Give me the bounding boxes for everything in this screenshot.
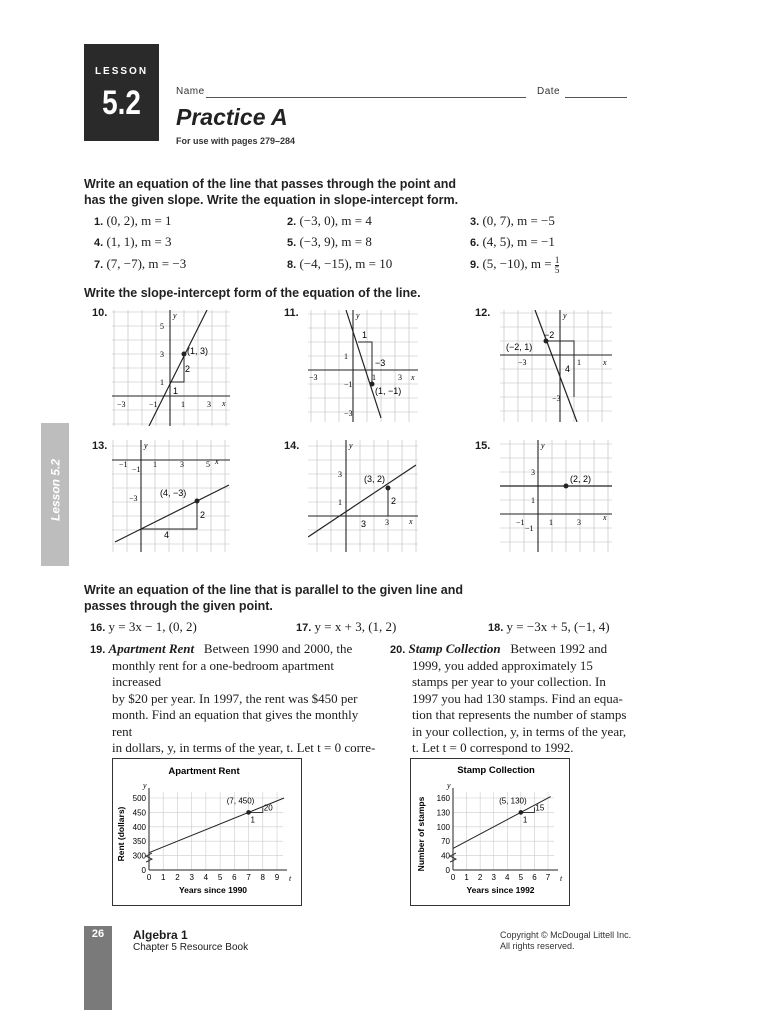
svg-text:y: y	[349, 441, 353, 450]
x-tick-label: 7	[246, 873, 251, 882]
x-tick-label: 9	[274, 873, 280, 882]
book-subtitle: Chapter 5 Resource Book	[133, 942, 249, 953]
chart-title: Apartment Rent	[168, 766, 240, 777]
grid	[308, 440, 418, 552]
graph-11	[308, 310, 418, 422]
rise-label: 2	[200, 510, 206, 520]
book-title: Algebra 1	[133, 928, 188, 942]
graph-number-10: 10.	[92, 307, 108, 319]
y-axis-label: Number of stamps	[416, 796, 426, 872]
problem-17: 17. y = x + 3, (1, 2)	[296, 619, 397, 634]
point-label: (5, 130)	[499, 796, 527, 806]
y-tick-label: 100	[436, 822, 450, 832]
graph-point	[182, 352, 187, 357]
x-tick-label: 3	[491, 873, 496, 882]
svg-text:1: 1	[344, 352, 348, 361]
svg-text:x: x	[411, 373, 415, 382]
svg-text:y: y	[144, 441, 148, 450]
svg-text:−3: −3	[518, 358, 527, 367]
svg-text:1: 1	[531, 496, 535, 505]
svg-text:1: 1	[372, 373, 376, 382]
y-tick-label: 500	[132, 794, 146, 803]
point-label: (7, 450)	[226, 796, 255, 806]
svg-text:y: y	[356, 311, 360, 320]
svg-text:1: 1	[549, 518, 553, 527]
x-tick-label: 4	[505, 873, 510, 882]
y-tick-label: 450	[132, 808, 146, 818]
svg-text:y: y	[541, 441, 545, 450]
x-axis-label: Years since 1992	[466, 885, 535, 895]
svg-text:−1: −1	[516, 518, 525, 527]
x-tick-label: 6	[532, 873, 537, 882]
graph-point	[564, 484, 569, 489]
graph-number-15: 15.	[475, 440, 491, 452]
problem-20: 20. Stamp Collection Between 1992 and 1999, you added approximately 15 stamps per year to your collection. In 1997 you had 130 stamps. Find an equa- tion that represents the number of stamps in your collection, y, in terms of the year, t. Let t = 0 correspond to 1992.	[390, 641, 627, 755]
svg-text:3: 3	[577, 518, 581, 527]
svg-text:x: x	[603, 513, 607, 522]
svg-text:5: 5	[160, 322, 164, 331]
svg-text:1: 1	[153, 460, 157, 469]
svg-text:−3: −3	[344, 409, 353, 418]
page-number: 26	[91, 928, 105, 940]
graph-number-12: 12.	[475, 307, 491, 319]
x-tick-label: 6	[232, 873, 237, 882]
problem-3: 3. (0, 7), m = −5	[470, 213, 555, 228]
graph-13	[112, 440, 230, 552]
apartment-rent-chart	[112, 758, 302, 906]
svg-text:1: 1	[577, 358, 581, 367]
grid	[500, 440, 612, 552]
rise-label: 4	[565, 364, 571, 374]
graph-12	[500, 310, 612, 422]
rise-label: 20	[263, 803, 273, 813]
x-tick-label: 1	[160, 873, 166, 882]
svg-text:5: 5	[206, 460, 210, 469]
chart-frame	[411, 759, 570, 906]
lesson-number: 5.2	[102, 84, 141, 122]
rise-label: 15	[535, 803, 545, 813]
x-tick-label: 5	[217, 873, 223, 882]
point-label: (1, −1)	[375, 386, 402, 396]
y-tick-label: 160	[436, 794, 450, 803]
svg-text:3: 3	[207, 400, 211, 409]
slope-triangle	[358, 342, 372, 384]
problem-8: 8. (−4, −15), m = 10	[287, 256, 393, 271]
data-point	[246, 810, 251, 815]
x-tick-label: 2	[175, 873, 180, 882]
section2-instruction: Write the slope-intercept form of the equation of the line.	[84, 286, 421, 300]
y-axis-letter: y	[447, 781, 451, 790]
rise-label: 2	[185, 364, 191, 374]
run-label: 1	[250, 815, 256, 825]
y-tick-label: 0	[445, 866, 450, 875]
problem-19: 19. Apartment Rent Between 1990 and 2000, the monthly rent for a one-bedroom apartment increased by $20 per year. In 1997, the rent was $450 per month. Find an equation that gives the monthly rent in dollars, y, in terms of the year, t. Let t = 0 corre-	[90, 641, 376, 755]
date-label: Date	[537, 86, 561, 97]
graph-point	[195, 499, 200, 504]
y-tick-label: 40	[441, 851, 450, 861]
x-tick-label: 7	[545, 873, 551, 882]
problem-16: 16. y = 3x − 1, (0, 2)	[90, 619, 197, 634]
run-label: 1	[522, 815, 528, 825]
svg-text:3: 3	[338, 470, 342, 479]
run-label: 1	[173, 386, 179, 396]
run-label: 3	[361, 519, 367, 529]
page-subtitle: For use with pages 279–284	[176, 136, 296, 146]
y-axis-letter: y	[143, 781, 147, 790]
svg-text:−1: −1	[525, 524, 534, 533]
section3-instruction: Write an equation of the line that is parallel to the given line and passes through the given point.	[84, 583, 463, 613]
chart-title: Stamp Collection	[457, 765, 535, 776]
y-tick-label: 0	[141, 866, 146, 875]
svg-text:3: 3	[160, 350, 164, 359]
graph-15	[500, 440, 612, 552]
stamp-collection-chart	[410, 758, 570, 906]
svg-text:1: 1	[338, 498, 342, 507]
y-tick-label: 70	[441, 837, 450, 847]
svg-text:−3: −3	[117, 400, 126, 409]
lesson-word: LESSON	[94, 66, 149, 77]
graph-number-13: 13.	[92, 440, 108, 452]
svg-text:3: 3	[180, 460, 184, 469]
svg-text:3: 3	[398, 373, 402, 382]
point-label: (3, 2)	[364, 474, 386, 484]
y-tick-label: 130	[436, 808, 450, 818]
name-label: Name	[176, 86, 205, 97]
x-axis-label: Years since 1990	[178, 885, 248, 895]
side-tab	[41, 423, 69, 566]
graph-point	[386, 486, 391, 491]
x-tick-label: 8	[260, 873, 266, 882]
graph-10	[112, 310, 230, 426]
x-tick-label: 1	[464, 873, 469, 882]
problem-6: 6. (4, 5), m = −1	[470, 234, 555, 249]
svg-text:x: x	[222, 399, 226, 408]
point-label: (1, 3)	[187, 346, 209, 356]
svg-text:−1: −1	[344, 380, 353, 389]
data-point	[519, 810, 524, 815]
point-label: (2, 2)	[570, 474, 592, 484]
svg-text:x: x	[603, 358, 607, 367]
rise-label: 2	[391, 496, 397, 506]
svg-text:−1: −1	[149, 400, 158, 409]
run-label: 1	[362, 330, 368, 340]
svg-text:−3: −3	[129, 494, 138, 503]
graph-number-11: 11.	[284, 307, 299, 319]
y-axis-label: Rent (dollars)	[116, 806, 126, 862]
graph-point	[370, 382, 375, 387]
x-axis-letter: t	[560, 874, 563, 883]
side-tab-label: Lesson 5.2	[48, 458, 63, 522]
svg-text:−3: −3	[309, 373, 318, 382]
x-tick-label: 2	[477, 873, 483, 882]
run-label: −2	[544, 330, 555, 340]
problem-9: 9. (5, −10), m = $\frac{1}{5}$	[470, 254, 560, 275]
date-line	[565, 97, 627, 98]
x-tick-label: 4	[203, 873, 209, 882]
x-axis-letter: t	[289, 874, 292, 883]
problem-5: 5. (−3, 9), m = 8	[287, 234, 372, 249]
chart-frame	[113, 759, 302, 906]
grid	[308, 310, 418, 422]
problem-18: 18. y = −3x + 5, (−1, 4)	[488, 619, 610, 634]
svg-text:1: 1	[160, 378, 164, 387]
svg-text:y: y	[173, 311, 177, 320]
svg-text:−3: −3	[552, 394, 561, 403]
x-tick-label: 3	[189, 873, 194, 882]
svg-text:3: 3	[385, 518, 389, 527]
y-tick-label: 400	[132, 822, 146, 832]
point-label: (4, −3)	[160, 488, 187, 498]
graph-number-14: 14.	[284, 440, 300, 452]
name-line	[206, 97, 526, 98]
run-label: 4	[164, 530, 170, 540]
svg-text:x: x	[215, 457, 219, 466]
x-tick-label: 0	[450, 873, 456, 882]
svg-text:x: x	[409, 517, 413, 526]
page-title: Practice A	[176, 104, 288, 130]
svg-text:y: y	[563, 311, 567, 320]
svg-text:3: 3	[531, 468, 535, 477]
svg-text:1: 1	[181, 400, 185, 409]
y-tick-label: 300	[132, 851, 146, 861]
problem-4: 4. (1, 1), m = 3	[94, 234, 172, 249]
y-tick-label: 350	[132, 837, 146, 847]
x-tick-label: 5	[518, 873, 524, 882]
svg-text:−1: −1	[119, 460, 128, 469]
lesson-badge	[84, 44, 159, 141]
rise-label: −3	[375, 358, 386, 368]
section1-instruction: Write an equation of the line that passes through the point and has the given slope. Write the equation in slope-intercept form.	[84, 177, 459, 207]
copyright: Copyright © McDougal Littell Inc. All rights reserved.	[500, 930, 632, 951]
grid	[112, 310, 230, 426]
graph-14	[308, 440, 418, 552]
problem-1: 1. (0, 2), m = 1	[94, 213, 172, 228]
problem-2: 2. (−3, 0), m = 4	[287, 213, 372, 228]
svg-text:−1: −1	[132, 465, 141, 474]
point-label: (−2, 1)	[506, 342, 533, 352]
x-tick-label: 0	[146, 873, 152, 882]
problem-7: 7. (7, −7), m = −3	[94, 256, 187, 271]
